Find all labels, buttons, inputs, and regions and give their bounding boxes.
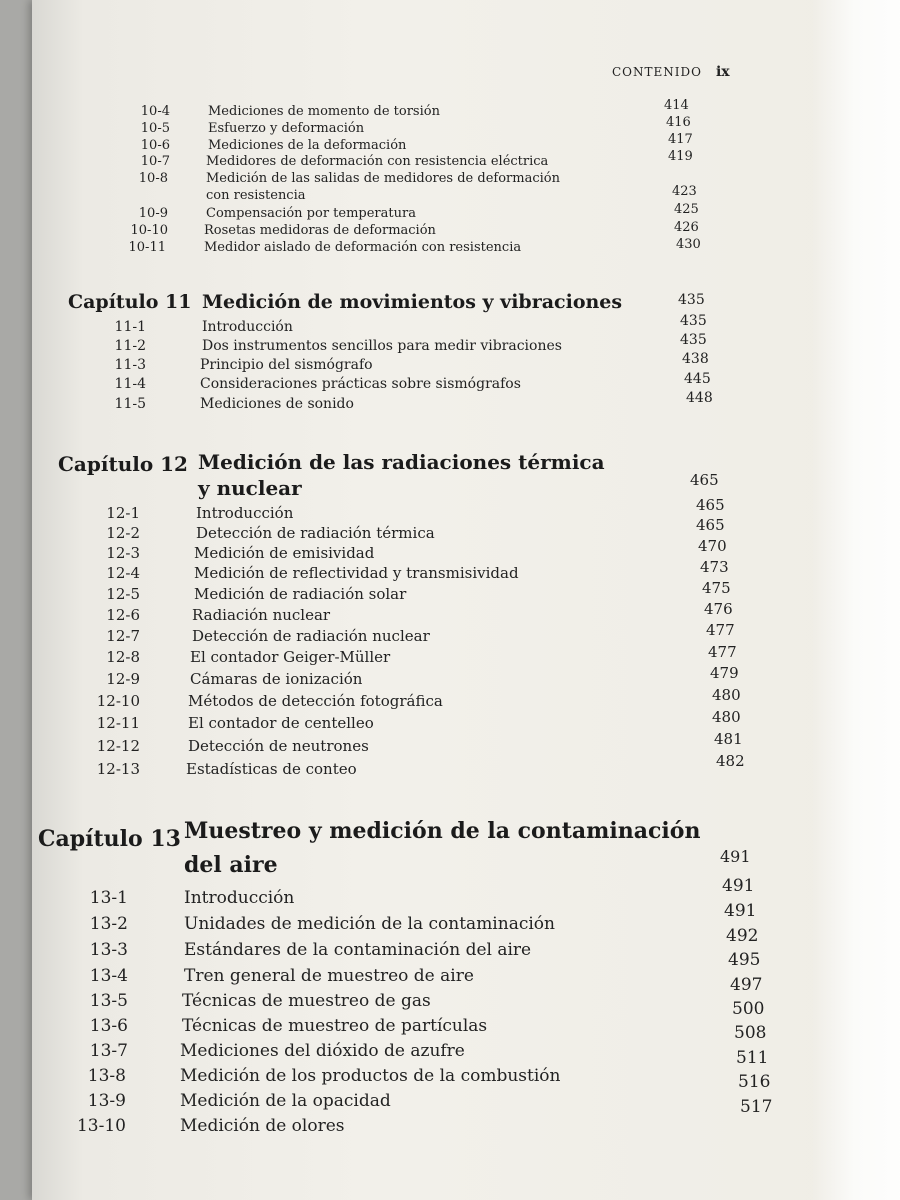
entry-number: 13-4 bbox=[89, 966, 128, 986]
entry-number: 12-5 bbox=[106, 585, 140, 603]
entry-title: Medición de la opacidad bbox=[180, 1091, 391, 1111]
chapter-12-page: 465 bbox=[690, 471, 719, 489]
entry-number: 13-2 bbox=[89, 914, 128, 934]
header-section: CONTENIDO bbox=[612, 65, 702, 79]
chapter-label: Capítulo 13 bbox=[38, 826, 181, 852]
entry-page: 517 bbox=[740, 1097, 773, 1117]
entry-number: 13-3 bbox=[89, 940, 128, 960]
chapter-label: Capítulo 12 bbox=[58, 452, 188, 476]
entry-number: 13-8 bbox=[87, 1066, 126, 1086]
entry-title: Introducción bbox=[196, 504, 294, 522]
entry-page: 491 bbox=[724, 901, 757, 921]
entry-page: 448 bbox=[686, 390, 713, 406]
entry-number: 12-8 bbox=[106, 648, 140, 666]
entry-title: Medición de emisividad bbox=[194, 544, 375, 562]
entry-title: Métodos de detección fotográfica bbox=[188, 692, 443, 710]
entry-title: Dos instrumentos sencillos para medir vibraciones bbox=[202, 338, 562, 354]
chapter-title-continued: y nuclear bbox=[198, 476, 302, 500]
entry-number: 13-10 bbox=[76, 1116, 126, 1136]
entry-title: Estándares de la contaminación del aire bbox=[184, 940, 532, 960]
entry-title: Compensación por temperatura bbox=[206, 206, 416, 221]
chapter-title: Medición de las radiaciones térmica bbox=[198, 450, 605, 474]
entry-page: 492 bbox=[726, 926, 759, 946]
entry-page: 435 bbox=[680, 313, 707, 329]
entry-title: Detección de radiación nuclear bbox=[192, 627, 430, 645]
entry-title: Medidores de deformación con resistencia eléctrica bbox=[206, 154, 549, 169]
entry-page: 479 bbox=[710, 664, 739, 682]
entry-page: 500 bbox=[732, 999, 765, 1019]
chapter-11-page: 435 bbox=[678, 292, 705, 308]
entry-number: 12-13 bbox=[96, 760, 140, 778]
entry-page: 511 bbox=[736, 1048, 769, 1068]
entry-page: 430 bbox=[676, 237, 701, 252]
entry-page: 435 bbox=[680, 332, 707, 348]
entry-title: Medición de las salidas de medidores de deformación bbox=[206, 171, 560, 186]
entry-number: 13-6 bbox=[89, 1016, 128, 1036]
entry-number: 13-1 bbox=[89, 888, 128, 908]
entry-page: 470 bbox=[698, 537, 727, 555]
entry-page: 475 bbox=[702, 579, 731, 597]
entry-number: 11-1 bbox=[114, 319, 146, 335]
chapter-title-continued: del aire bbox=[184, 852, 278, 878]
entry-number: 10-11 bbox=[128, 240, 166, 255]
chapter-13-page: 491 bbox=[720, 847, 751, 866]
entry-page: 477 bbox=[708, 643, 737, 661]
entry-number: 12-1 bbox=[106, 504, 140, 522]
entry-number: 10-4 bbox=[140, 104, 170, 119]
entry-number: 13-7 bbox=[89, 1041, 128, 1061]
entry-number: 10-8 bbox=[138, 171, 168, 186]
running-header bbox=[612, 64, 730, 80]
entry-number: 12-6 bbox=[106, 606, 140, 624]
entry-title: El contador Geiger-Müller bbox=[190, 648, 391, 666]
entry-number: 10-7 bbox=[140, 154, 170, 169]
entry-page: 423 bbox=[672, 184, 697, 199]
entry-title: Medidor aislado de deformación con resistencia bbox=[204, 240, 522, 255]
entry-number: 13-5 bbox=[89, 991, 128, 1011]
entry-title-continued: con resistencia bbox=[206, 188, 306, 203]
entry-title: Radiación nuclear bbox=[192, 606, 331, 624]
entry-title: Mediciones de la deformación bbox=[208, 138, 407, 153]
entry-title: Medición de los productos de la combustión bbox=[180, 1066, 561, 1086]
entry-title: Técnicas de muestreo de partículas bbox=[182, 1016, 488, 1036]
entry-page: 416 bbox=[666, 115, 691, 130]
chapter-title: Medición de movimientos y vibraciones bbox=[202, 291, 623, 313]
entry-page: 477 bbox=[706, 621, 735, 639]
entry-title: Cámaras de ionización bbox=[190, 670, 363, 688]
entry-title: Medición de radiación solar bbox=[194, 585, 407, 603]
entry-number: 12-9 bbox=[106, 670, 140, 688]
entry-page: 414 bbox=[664, 98, 689, 113]
entry-title: Detección de neutrones bbox=[188, 737, 369, 755]
entry-title: Introducción bbox=[184, 888, 295, 908]
entry-page: 516 bbox=[738, 1072, 771, 1092]
entry-title: Tren general de muestreo de aire bbox=[184, 966, 474, 986]
entry-title: Medición de olores bbox=[180, 1116, 345, 1136]
entry-page: 465 bbox=[696, 516, 725, 534]
underlying-sheet bbox=[812, 0, 900, 1200]
entry-title: Técnicas de muestreo de gas bbox=[182, 991, 431, 1011]
entry-number: 10-6 bbox=[140, 138, 170, 153]
entry-number: 13-9 bbox=[87, 1091, 126, 1111]
entry-page: 481 bbox=[714, 730, 743, 748]
book-page bbox=[32, 0, 890, 1200]
entry-title: Mediciones de momento de torsión bbox=[208, 104, 440, 119]
entry-number: 10-9 bbox=[138, 206, 168, 221]
entry-number: 12-4 bbox=[106, 564, 140, 582]
entry-number: 11-5 bbox=[114, 396, 146, 412]
entry-title: Consideraciones prácticas sobre sismógrafos bbox=[200, 376, 521, 392]
entry-page: 480 bbox=[712, 686, 741, 704]
entry-page: 495 bbox=[728, 950, 761, 970]
entry-title: Esfuerzo y deformación bbox=[208, 121, 365, 136]
entry-number: 12-3 bbox=[106, 544, 140, 562]
entry-title: Introducción bbox=[202, 319, 293, 335]
entry-number: 11-2 bbox=[114, 338, 146, 354]
entry-page: 425 bbox=[674, 202, 699, 217]
entry-number: 12-2 bbox=[106, 524, 140, 542]
entry-title: Mediciones del dióxido de azufre bbox=[180, 1041, 465, 1061]
entry-title: Unidades de medición de la contaminación bbox=[184, 914, 555, 934]
entry-page: 445 bbox=[684, 371, 711, 387]
entry-title: El contador de centelleo bbox=[188, 714, 374, 732]
entry-page: 473 bbox=[700, 558, 729, 576]
entry-title: Estadísticas de conteo bbox=[186, 760, 357, 778]
entry-page: 497 bbox=[730, 975, 763, 995]
entry-title: Medición de reflectividad y transmisividad bbox=[194, 564, 519, 582]
entry-number: 10-10 bbox=[130, 223, 168, 238]
entry-number: 12-10 bbox=[96, 692, 140, 710]
entry-page: 480 bbox=[712, 708, 741, 726]
header-page-number: ix bbox=[715, 64, 730, 80]
chapter-label: Capítulo 11 bbox=[68, 291, 192, 313]
entry-title: Rosetas medidoras de deformación bbox=[204, 223, 436, 238]
entry-page: 465 bbox=[696, 496, 725, 514]
chapter-title: Muestreo y medición de la contaminación bbox=[184, 818, 701, 844]
entry-title: Mediciones de sonido bbox=[200, 396, 354, 412]
entry-page: 426 bbox=[674, 220, 699, 235]
entry-page: 476 bbox=[704, 600, 733, 618]
entry-page: 438 bbox=[682, 351, 709, 367]
entry-page: 491 bbox=[722, 876, 755, 896]
entry-page: 508 bbox=[734, 1023, 767, 1043]
entry-number: 11-3 bbox=[114, 357, 146, 373]
entry-page: 482 bbox=[716, 752, 745, 770]
entry-title: Principio del sismógrafo bbox=[200, 357, 373, 373]
entry-number: 12-11 bbox=[96, 714, 140, 732]
entry-number: 12-7 bbox=[106, 627, 140, 645]
entry-page: 417 bbox=[668, 132, 693, 147]
entry-number: 12-12 bbox=[96, 737, 140, 755]
entry-number: 11-4 bbox=[114, 376, 146, 392]
entry-title: Detección de radiación térmica bbox=[196, 524, 435, 542]
entry-page: 419 bbox=[668, 149, 693, 164]
entry-number: 10-5 bbox=[140, 121, 170, 136]
